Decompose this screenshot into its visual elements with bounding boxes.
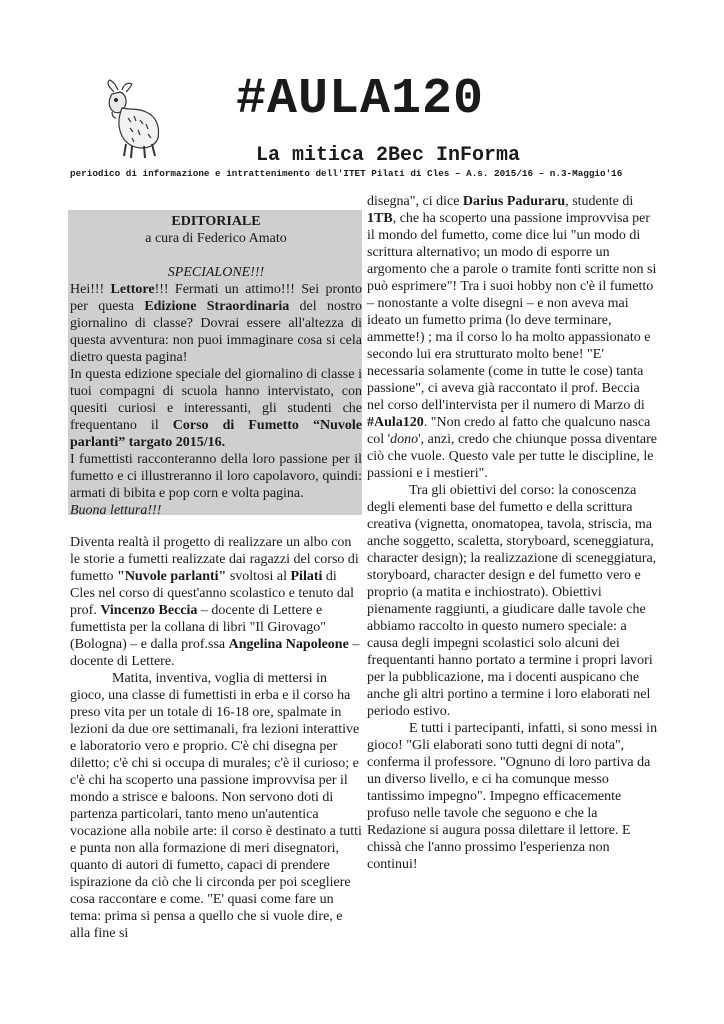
article-left-column — [70, 534, 362, 942]
newspaper-subtitle: La mitica 2Bec InForma — [256, 144, 521, 167]
editorial-closing: Buona lettura!!! — [70, 503, 162, 518]
newspaper-title: #AULA120 — [236, 71, 485, 128]
editorial-byline: a cura di Federico Amato — [145, 231, 287, 246]
issue-info: periodico di informazione e intrattenimento dell'ITET Pilati di Cles – A.s. 2015/16 – n.3-Maggio'16 — [70, 168, 623, 179]
article-right-column — [367, 193, 659, 873]
editorial-kicker: SPECIALONE!!! — [167, 265, 265, 280]
article-paragraph: Tra gli obiettivi del corso: la conoscenza degli elementi base del fumetto e della scrittura creativa (vignetta, onomatopea, tavola, striscia, ma anche soggetto, scaletta, storyboard, sceneggiatura, character design); la realizzazione di sceneggiatura, storyboard, character design e del fumetto vero e proprio (a matita e inchiostrato). Obiettivi pienamente raggiunti, a giudicare dalle tavole che abbiamo raccolto in questo numero speciale: a causa degli impegni scolastici solo alcuni dei frequentanti hanno portato a termine i propri lavori per la pubblicazione, ma i docenti auspicano che anche gli altri portino a termine i loro elaborati nel periodo estivo. — [367, 483, 657, 719]
editorial-heading: EDITORIALE — [171, 214, 261, 229]
article-paragraph: Matita, inventiva, voglia di mettersi in gioco, una classe di fumettisti in erba e il corso ha preso vita per un totale di 16-18 ore, spalmate in lezioni da due ore settimanali, fra lezioni interattive e laboratorio vero e proprio. C'è chi disegna per diletto; c'è chi si occupa di murales; c'è il curioso; e c'è chi ha scoperto una passione improvvisa per il mondo a strisce e baloons. Non servono doti di partenza particolari, tanto meno un'autentica vocazione alla nobile arte: il corso è destinato a tutti e punta non alla formazione di meri disegnatori, quanto di autori di fumetto, capaci di prendere ispirazione da ciò che li circonda per poi scegliere cosa raccontare e come. "E' quasi come fare un tema: prima si pensa a quello che si vuole dire, e alla fine si — [70, 671, 362, 941]
editorial-paragraph: In questa edizione speciale del giornalino di classe i tuoi compagni di scuola hanno intervistato, con quesiti curiosi e interessanti, gli studenti che frequentano il Corso di Fumetto “Nuvole parlanti” targato 2015/16. — [70, 367, 362, 450]
article-paragraph: E tutti i partecipanti, infatti, si sono messi in gioco! "Gli elaborati sono tutti degni di nota", conferma il professore. "Ognuno di loro partiva da un diverso livello, e ci ha comunque messo tantissimo impegno". Impegno efficacemente profuso nelle tavole che seguono e che la Redazione si augura possa dilettare il lettore. E chissà che l'anno prossimo l'esperienza non continui! — [367, 721, 658, 872]
article-paragraph: disegna", ci dice Darius Paduraru, studente di 1TB, che ha scoperto una passione improvvisa per il mondo del fumetto, come dice lui "un modo di scrittura alternativo; un modo di esporre un argomento che a parole o tramite fonti scritte non si può esprimere"! Tra i suoi hobby non c'è il fumetto – nonostante a volte disegni – e non aveva mai ideato un fumetto prima (lo deve terminare, ammette!) ; ma il corso lo ha molto appassionato e secondo lui era strutturato molto bene! "E' necessaria solamente (come in tutte le cose) tanta passione", ci aveva già raccontato il prof. Beccia nel corso dell'intervista per il numero di Marzo di #Aula120. "Non credo al fatto che qualcuno nasca col 'dono', anzi, credo che chiunque possa diventare ciò che vuole. Questo vale per tutte le discipline, le passioni e i mestieri". — [367, 194, 658, 481]
goat-logo-icon — [100, 78, 168, 160]
article-paragraph: Diventa realtà il progetto di realizzare un albo con le storie a fumetti realizzate dai ragazzi del corso di fumetto "Nuvole parlanti" svoltosi al Pilati di Cles nel corso di quest'anno scolastico e tenuto dal prof. Vincenzo Beccia – docente di Lettere e fumettista per la collana di libri "Il Girovago" (Bologna) – e dalla prof.ssa Angelina Napoleone – docente di Lettere. — [70, 535, 360, 669]
editorial-content — [70, 213, 362, 519]
editorial-paragraph: I fumettisti racconteranno della loro passione per il fumetto e ci illustreranno il loro capolavoro, quindi: armati di bibita e pop corn e volta pagina. — [70, 452, 362, 501]
editorial-paragraph: Hei!!! Lettore!!! Fermati un attimo!!! Sei pronto per questa Edizione Straordinaria del nostro giornalino di classe? Dovrai essere all'altezza di questa avventura: non puoi immaginare cosa si cela dietro questa pagina! — [70, 282, 363, 365]
